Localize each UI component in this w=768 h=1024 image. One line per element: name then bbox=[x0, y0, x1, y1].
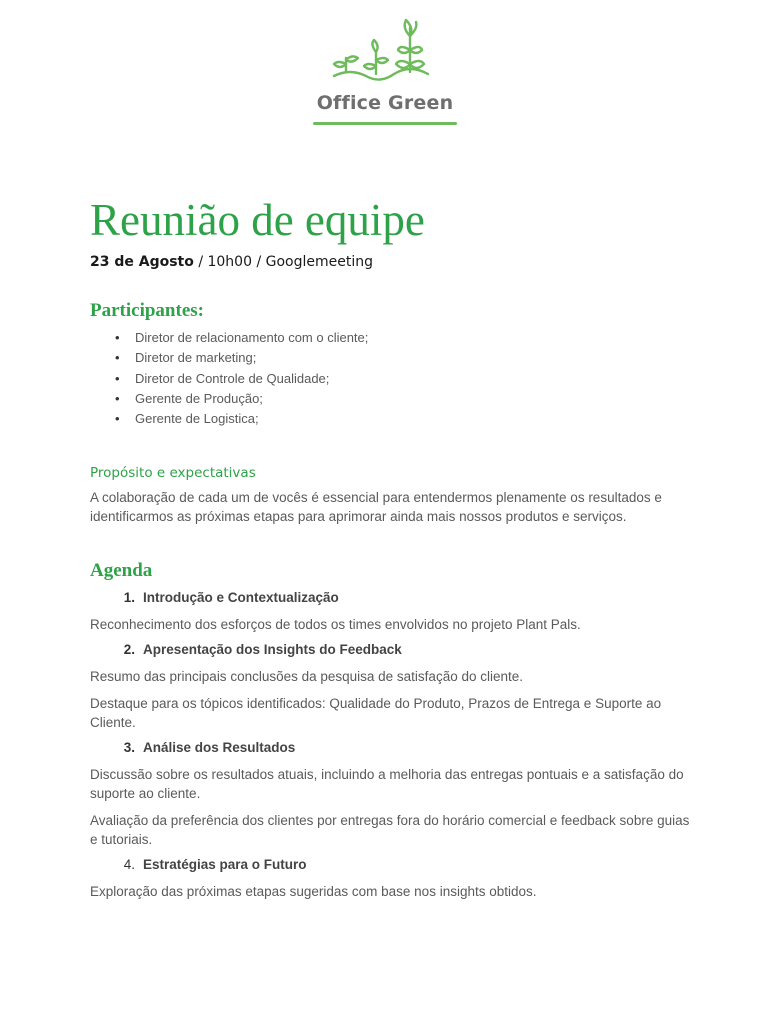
agenda-item-title: Análise dos Resultados bbox=[143, 740, 296, 756]
participants-list bbox=[90, 328, 690, 429]
meeting-date: 23 de Agosto bbox=[90, 254, 194, 270]
participant-item: • Diretor de Controle de Qualidade; bbox=[115, 369, 690, 389]
agenda-item-title: Apresentação dos Insights do Feedback bbox=[143, 642, 402, 658]
agenda-item-number: 4. bbox=[123, 857, 135, 873]
agenda-item-text: Exploração das próximas etapas sugeridas com base nos insights obtidos. bbox=[90, 884, 537, 900]
logo bbox=[310, 14, 460, 128]
participant-item: • Diretor de relacionamento com o cliente; bbox=[115, 328, 690, 348]
agenda-item-text: Reconhecimento dos esforços de todos os times envolvidos no projeto Plant Pals. bbox=[90, 617, 581, 633]
logo-text: Office Green bbox=[316, 92, 454, 114]
purpose-heading: Propósito e expectativas bbox=[90, 465, 256, 482]
agenda-item-text: Discussão sobre os resultados atuais, incluindo a melhoria das entregas pontuais e a satisfação do suporte ao cliente. bbox=[90, 767, 684, 802]
agenda-item-text: Destaque para os tópicos identificados: Qualidade do Produto, Prazos de Entrega e Suporte ao Cliente. bbox=[90, 696, 662, 731]
agenda-item-number: 2. bbox=[123, 642, 135, 658]
participant-item: • Diretor de marketing; bbox=[115, 348, 690, 368]
document-body bbox=[90, 192, 690, 901]
agenda-item-text: Resumo das principais conclusões da pesquisa de satisfação do cliente. bbox=[90, 669, 524, 685]
agenda-item-text: Avaliação da preferência dos clientes por entregas fora do horário comercial e feedback sobre guias e tutoriais. bbox=[90, 813, 690, 848]
participants-heading: Participantes: bbox=[90, 300, 204, 321]
agenda-item bbox=[90, 588, 690, 607]
agenda-item bbox=[90, 738, 690, 757]
participant-item: • Gerente de Logistica; bbox=[115, 409, 690, 429]
purpose-text: A colaboração de cada um de vocês é essencial para entendermos plenamente os resultados e identificarmos as próximas etapas para aprimorar ainda mais nossos produtos e serviços. bbox=[90, 490, 662, 525]
agenda-item-number: 1. bbox=[123, 590, 135, 606]
agenda-item-title: Introdução e Contextualização bbox=[143, 590, 339, 606]
participant-item: • Gerente de Produção; bbox=[115, 389, 690, 409]
agenda-item-number: 3. bbox=[123, 740, 135, 756]
agenda-item bbox=[90, 640, 690, 659]
sprouting-plants-icon bbox=[310, 14, 460, 94]
logo-underline bbox=[313, 122, 457, 125]
agenda-heading: Agenda bbox=[90, 560, 153, 582]
meeting-time-location: / 10h00 / Googlemeeting bbox=[193, 254, 373, 270]
meeting-details bbox=[90, 254, 690, 270]
agenda-item-title: Estratégias para o Futuro bbox=[143, 857, 307, 873]
agenda-item bbox=[90, 855, 690, 874]
document-title: Reunião de equipe bbox=[90, 195, 425, 245]
